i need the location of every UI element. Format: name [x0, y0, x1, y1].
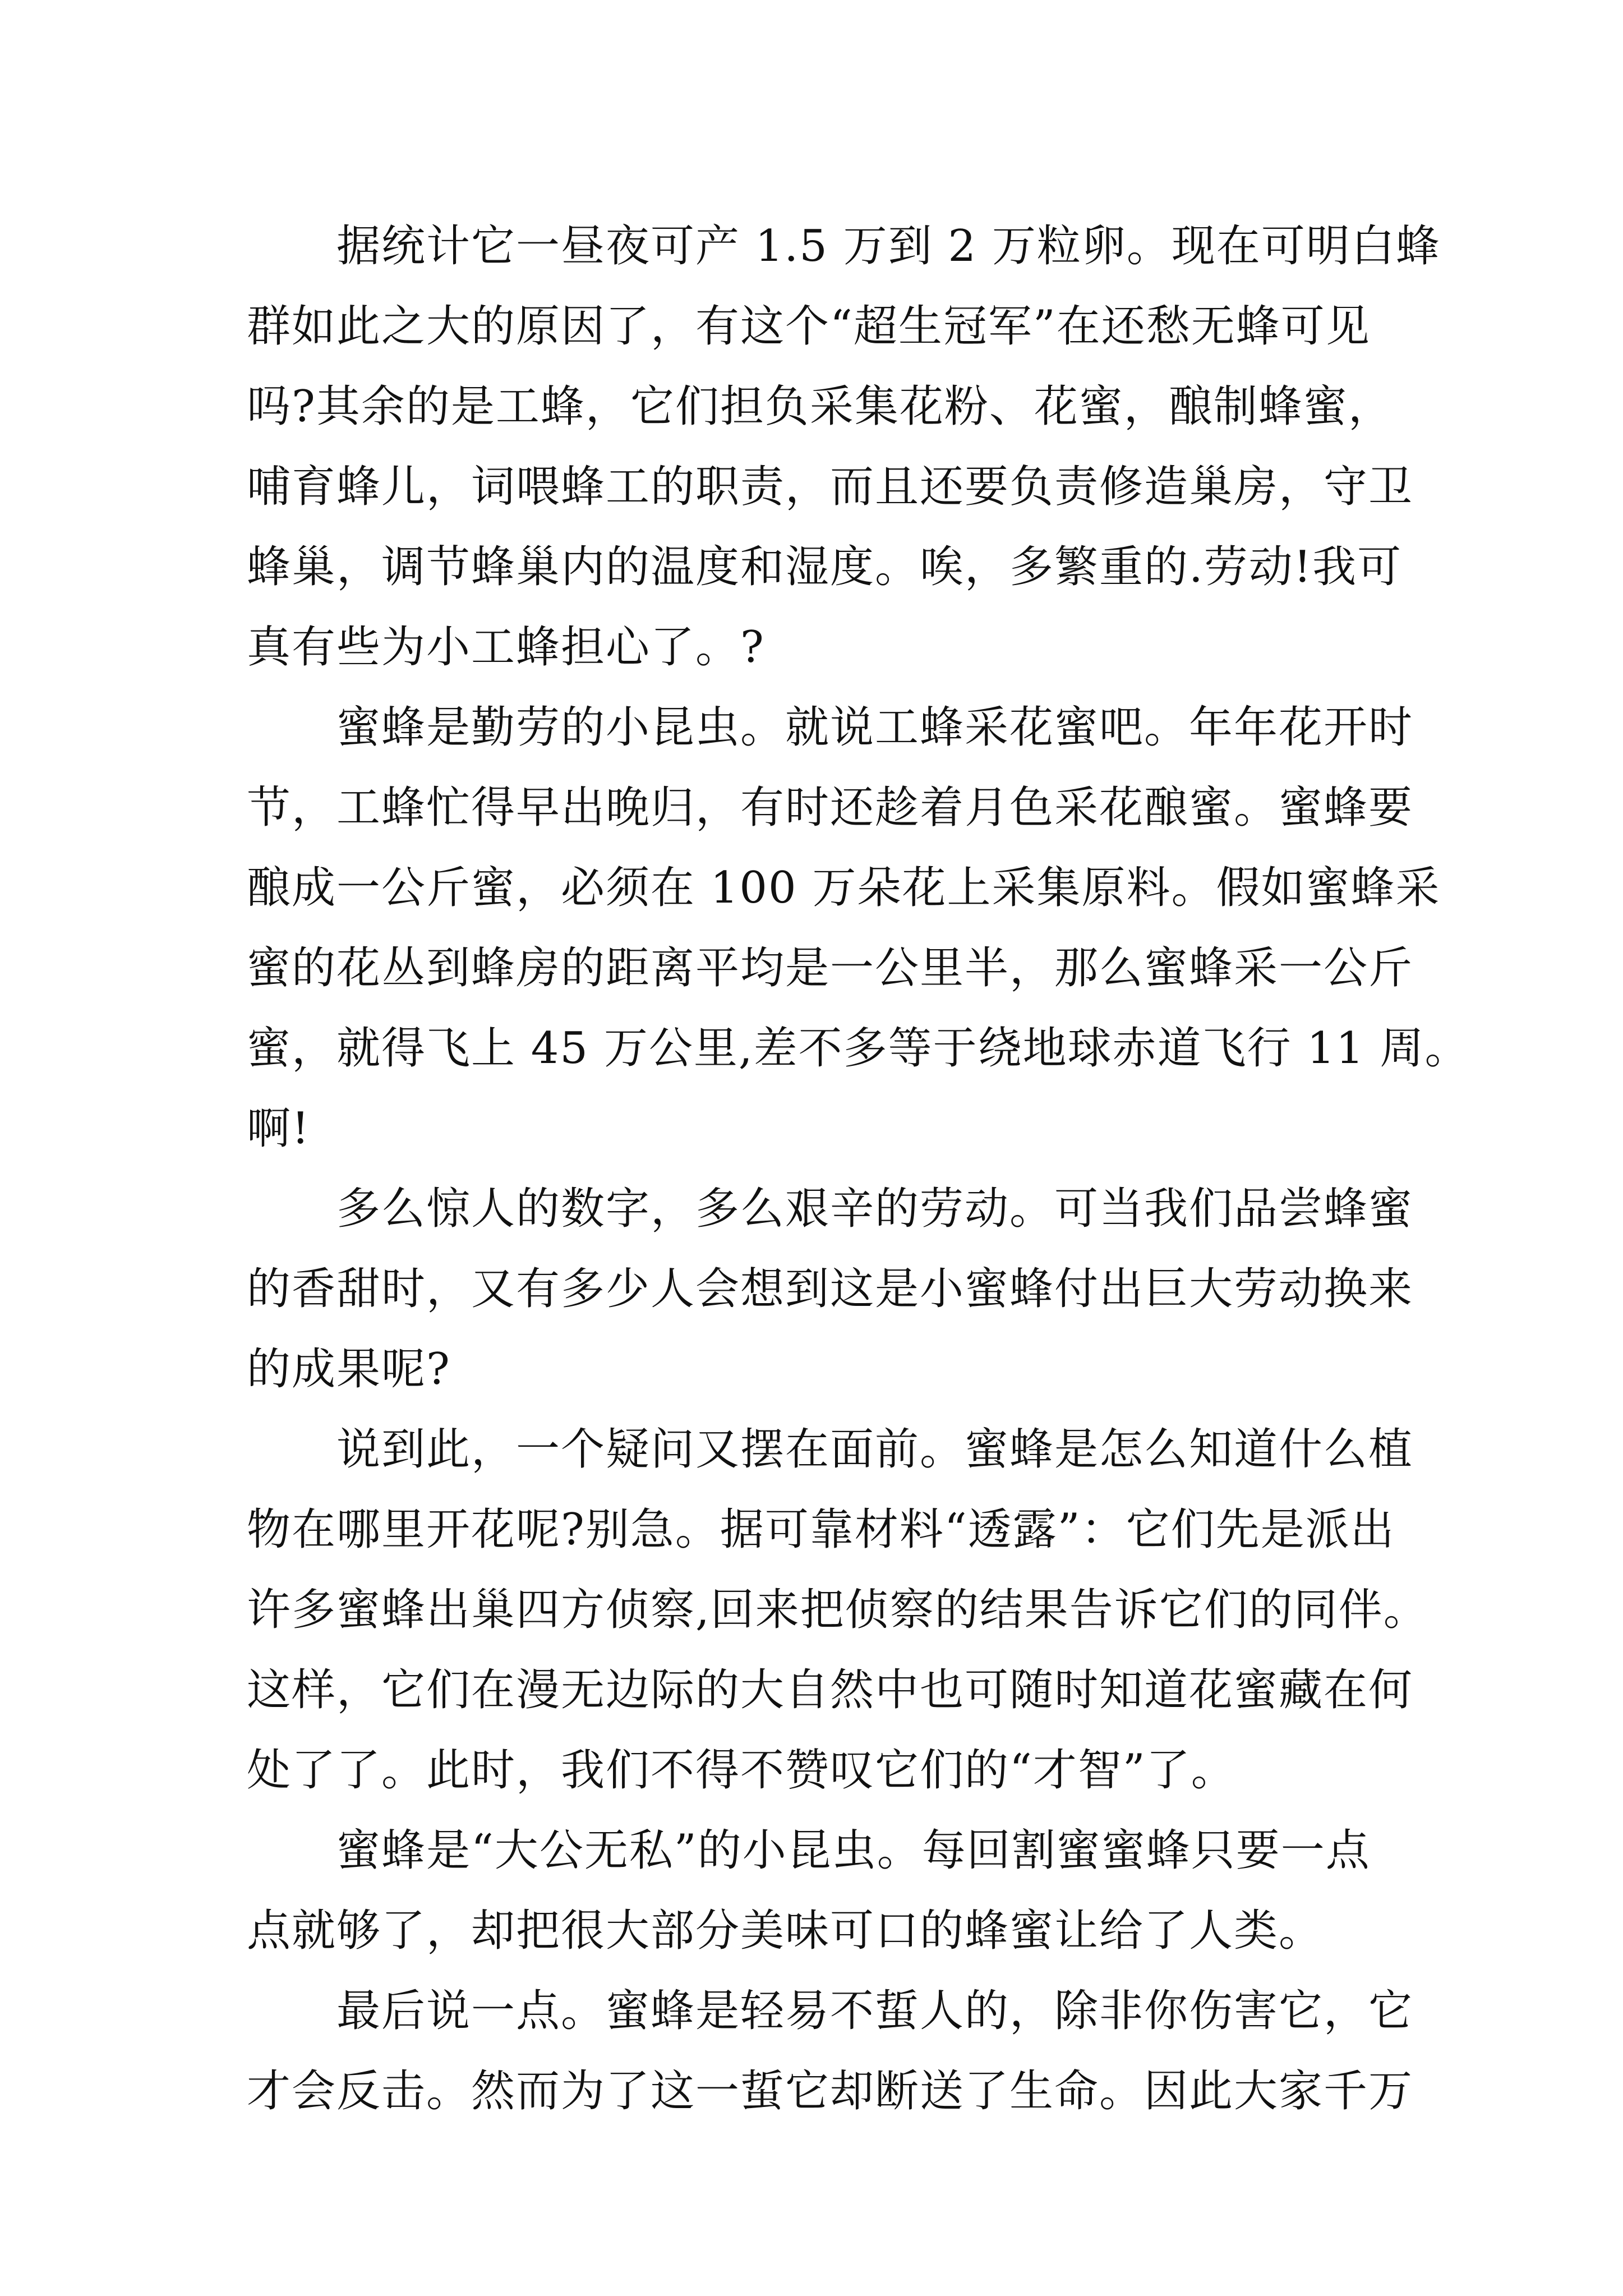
text-line: 的成果呢?: [247, 1344, 451, 1395]
text-line: 这样，它们在漫无边际的大自然中也可随时知道花蜜藏在何: [247, 1665, 1414, 1715]
text-line: 吗?其余的是工蜂，它们担负采集花粉、花蜜，酿制蜂蜜，: [247, 381, 1393, 432]
text-line: 蜂巢，调节蜂巢内的温度和湿度。唉，多繁重的.劳动!我可: [247, 542, 1403, 592]
text-line: 据统计它一昼夜可产 1.5 万到 2 万粒卵。现在可明白蜂: [336, 221, 1441, 272]
text-line: 蜜蜂是“大公无私”的小昆虫。每回割蜜蜜蜂只要一点: [336, 1825, 1371, 1876]
text-line: 酿成一公斤蜜，必须在 100 万朵花上采集原料。假如蜜蜂采: [247, 863, 1441, 913]
text-line: 啊!: [247, 1103, 311, 1154]
text-line: 蜜的花丛到蜂房的距离平均是一公里半，那么蜜蜂采一公斤: [247, 943, 1414, 993]
text-line: 物在哪里开花呢?别急。据可靠材料“透露”：它们先是派出: [247, 1504, 1395, 1555]
text-line: 节，工蜂忙得早出晚归，有时还趁着月色采花酿蜜。蜜蜂要: [247, 783, 1414, 833]
text-line: 蜜蜂是勤劳的小昆虫。就说工蜂采花蜜吧。年年花开时: [336, 702, 1414, 753]
text-line: 群如此之大的原因了，有这个“超生冠军”在还愁无蜂可见: [247, 301, 1371, 352]
text-line: 多么惊人的数字，多么艰辛的劳动。可当我们品尝蜂蜜: [336, 1184, 1414, 1234]
text-line: 的香甜时，又有多少人会想到这是小蜜蜂付出巨大劳动换来: [247, 1264, 1414, 1314]
text-line: 最后说一点。蜜蜂是轻易不蜇人的，除非你伤害它，它: [336, 1986, 1414, 2036]
text-line: 蜜，就得飞上 45 万公里,差不多等于绕地球赤道飞行 11 周。: [247, 1023, 1470, 1074]
text-line: 处了了。此时，我们不得不赞叹它们的“才智”了。: [247, 1745, 1236, 1796]
text-line: 说到此，一个疑问又摆在面前。蜜蜂是怎么知道什么植: [336, 1424, 1414, 1475]
text-line: 真有些为小工蜂担心了。?: [247, 622, 765, 673]
text-line: 哺育蜂儿，词喂蜂工的职责，而且还要负责修造巢房，守卫: [247, 462, 1414, 512]
text-line: 点就够了，却把很大部分美味可口的蜂蜜让给了人类。: [247, 1906, 1324, 1956]
text-line: 许多蜜蜂出巢四方侦察,回来把侦察的结果告诉它们的同伴。: [247, 1585, 1428, 1635]
text-line: 才会反击。然而为了这一蜇它却断送了生命。因此大家千万: [247, 2066, 1414, 2116]
